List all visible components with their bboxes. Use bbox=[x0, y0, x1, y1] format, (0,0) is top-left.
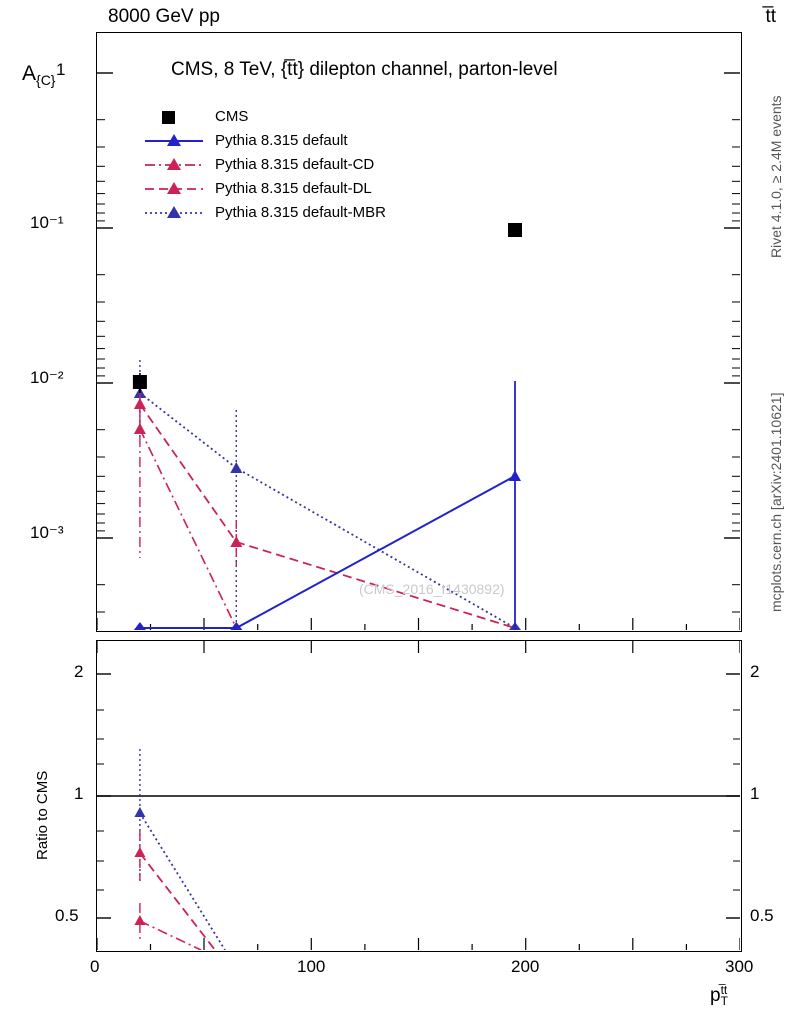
x-tick-label: 200 bbox=[511, 957, 540, 976]
main-plot-frame bbox=[96, 32, 742, 632]
y-axis-label: $A_{\{C\}}$ bbox=[22, 62, 56, 89]
ratio-y-axis-label: Ratio to CMS bbox=[34, 770, 51, 860]
ratio-y-tick-label-right: 2 bbox=[750, 662, 760, 681]
legend-label: Pythia 8.315 default-MBR bbox=[215, 204, 386, 221]
ratio-plot-frame bbox=[96, 640, 742, 952]
analysis-watermark: (CMS_2016_I1430892) bbox=[359, 581, 505, 597]
ratio-y-tick-label-right: 0.5 bbox=[750, 906, 774, 925]
y-tick-label: 10⁻¹ bbox=[30, 213, 64, 232]
y-tick-label: 1 bbox=[56, 60, 66, 79]
ratio-y-tick-label: 0.5 bbox=[55, 906, 79, 925]
ratio-y-tick-label: 2 bbox=[74, 662, 84, 681]
legend-label: Pythia 8.315 default-DL bbox=[215, 180, 372, 197]
legend-label: Pythia 8.315 default bbox=[215, 132, 348, 149]
rivet-credit: Rivet 4.1.0, ≥ 2.4M events bbox=[768, 95, 784, 258]
x-axis-label: p t̅t T bbox=[710, 983, 728, 1008]
header-process-label: t̅t bbox=[765, 6, 776, 27]
legend-label: Pythia 8.315 default-CD bbox=[215, 156, 375, 173]
y-tick-label: 10⁻² bbox=[30, 368, 64, 387]
x-tick-label: 300 bbox=[725, 957, 754, 976]
cms-point-marker bbox=[133, 375, 147, 389]
ratio-y-tick-label: 1 bbox=[74, 784, 84, 803]
mcplots-credit: mcplots.cern.ch [arXiv:2401.10621] bbox=[768, 392, 784, 612]
cms-point-marker bbox=[508, 223, 522, 237]
header-beam-label: 8000 GeV pp bbox=[108, 6, 220, 27]
ratio-y-tick-label-right: 1 bbox=[750, 784, 760, 803]
y-tick-label: 10⁻³ bbox=[30, 523, 64, 542]
x-tick-label: 100 bbox=[297, 957, 326, 976]
plot-title: CMS, 8 TeV, {t̅t} dilepton channel, parton-level bbox=[171, 59, 558, 80]
legend-label: CMS bbox=[215, 108, 249, 125]
x-tick-label: 0 bbox=[90, 957, 100, 976]
